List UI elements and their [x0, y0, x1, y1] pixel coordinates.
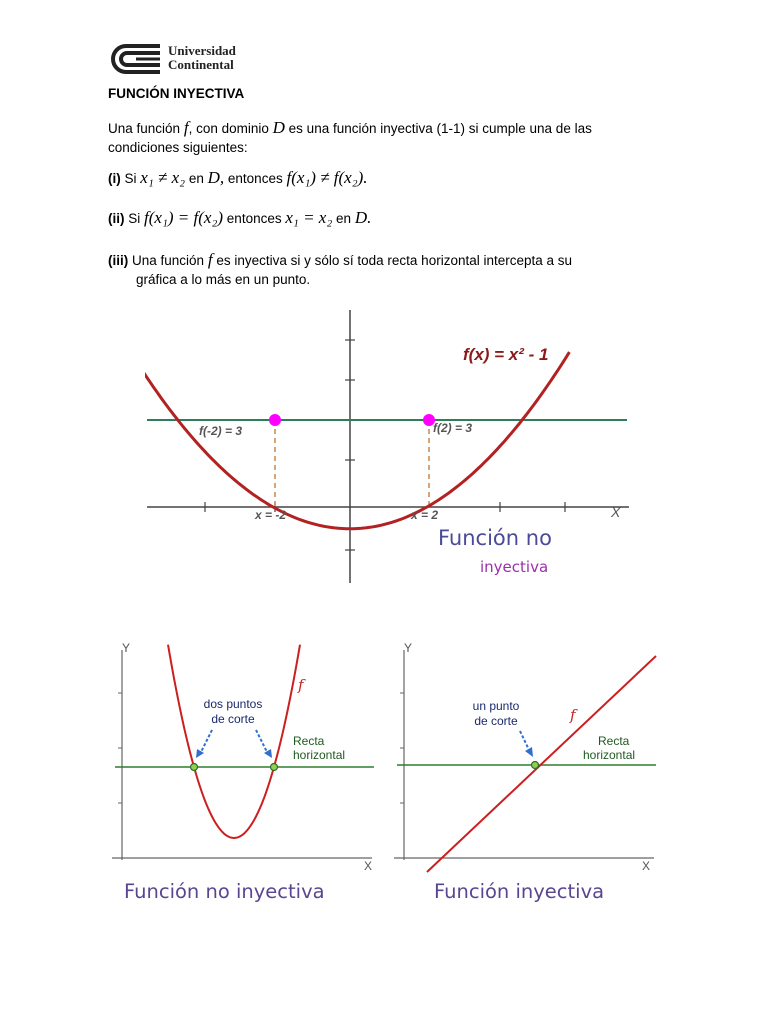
right-axis-x-label: X: [642, 859, 651, 873]
x-left-label: x = -2: [255, 508, 287, 522]
def-text-2: , con dominio: [188, 121, 269, 136]
def-text-4: condiciones siguientes:: [108, 140, 248, 155]
left-point-label: f(-2) = 3: [199, 424, 243, 438]
cond-ii-math2: x₁ = x₂: [285, 208, 333, 227]
cond-iii-text-2: es inyectiva si y sólo sí toda recta horizontal intercepta a su: [216, 253, 573, 268]
right-line-function: [427, 656, 656, 872]
function-label: f(x) = x² - 1: [463, 345, 549, 364]
left-arrow-2: [256, 730, 268, 754]
cond-ii-en: en: [336, 211, 352, 226]
cond-iii-text-1: Una función: [132, 253, 205, 268]
right-line-label-1: Recta: [598, 734, 630, 748]
right-arrow: [520, 731, 530, 752]
cond-i-label: (i): [108, 171, 121, 186]
main-parabola-figure: [145, 305, 635, 585]
cond-ii-si: Si: [128, 211, 141, 226]
cond-ii-D: D.: [354, 208, 372, 227]
cond-i-math2: f(x₁) ≠ f(x₂).: [286, 168, 368, 187]
left-line-label-1: Recta: [293, 734, 325, 748]
left-axis-y-label: Y: [122, 641, 131, 655]
university-logo-icon: [108, 42, 162, 76]
right-point-label: f(2) = 3: [433, 421, 473, 435]
condition-iii: [108, 250, 708, 289]
main-caption-line1: Función no: [438, 526, 552, 550]
university-name: [168, 44, 236, 72]
left-cut-point-2: [271, 764, 278, 771]
condition-ii: [108, 208, 708, 228]
cond-i-math1: x₁ ≠ x₂: [140, 168, 186, 187]
def-D: D: [272, 118, 285, 137]
cond-i-D: D,: [207, 168, 225, 187]
left-cut-label-1: dos puntos: [203, 697, 263, 711]
main-caption-line2: inyectiva: [480, 558, 549, 576]
intersection-point-left: [269, 414, 281, 426]
left-f-label: f: [298, 676, 304, 694]
def-f: f: [183, 118, 189, 137]
def-text-1: Una función: [108, 121, 181, 136]
cond-i-si: Si: [124, 171, 137, 186]
right-axis-y-label: Y: [404, 641, 413, 655]
university-name-line1: Universidad: [168, 43, 236, 58]
right-f-label: f: [570, 706, 576, 724]
main-axis-x-label: X: [611, 504, 621, 520]
cond-ii-entonces: entonces: [226, 211, 282, 226]
right-cut-point: [532, 762, 539, 769]
university-name-line2: Continental: [168, 57, 234, 72]
cond-i-entonces: entonces: [227, 171, 283, 186]
right-arrowhead: [525, 747, 533, 757]
cond-ii-label: (ii): [108, 211, 125, 226]
right-cut-label-2: de corte: [474, 714, 518, 728]
parabola-curve: [145, 352, 569, 529]
definition-paragraph: [108, 118, 668, 157]
left-line-label-2: horizontal: [293, 748, 346, 762]
left-caption: Función no inyectiva: [124, 880, 325, 903]
left-cut-label-2: de corte: [211, 712, 255, 726]
right-cut-label-1: un punto: [472, 699, 520, 713]
right-caption: Función inyectiva: [434, 880, 605, 903]
condition-i: [108, 168, 708, 188]
left-parabola-curve: [168, 645, 300, 838]
cond-i-en: en: [188, 171, 204, 186]
def-text-3: es una función inyectiva (1-1) si cumple una de las: [288, 121, 592, 136]
right-line-label-2: horizontal: [583, 748, 636, 762]
cond-iii-label: (iii): [108, 253, 129, 268]
left-cut-point-1: [191, 764, 198, 771]
non-injective-figure: [110, 638, 380, 908]
cond-iii-f: f: [207, 250, 213, 269]
x-right-label: x = 2: [411, 508, 439, 522]
cond-ii-math1: f(x₁) = f(x₂): [144, 208, 224, 227]
page-title: FUNCIÓN INYECTIVA: [108, 86, 245, 101]
injective-figure: [392, 638, 662, 908]
left-axis-x-label: X: [364, 859, 373, 873]
cond-iii-text-3: gráfica a lo más en un punto.: [136, 272, 311, 287]
left-arrow-1: [200, 730, 212, 754]
